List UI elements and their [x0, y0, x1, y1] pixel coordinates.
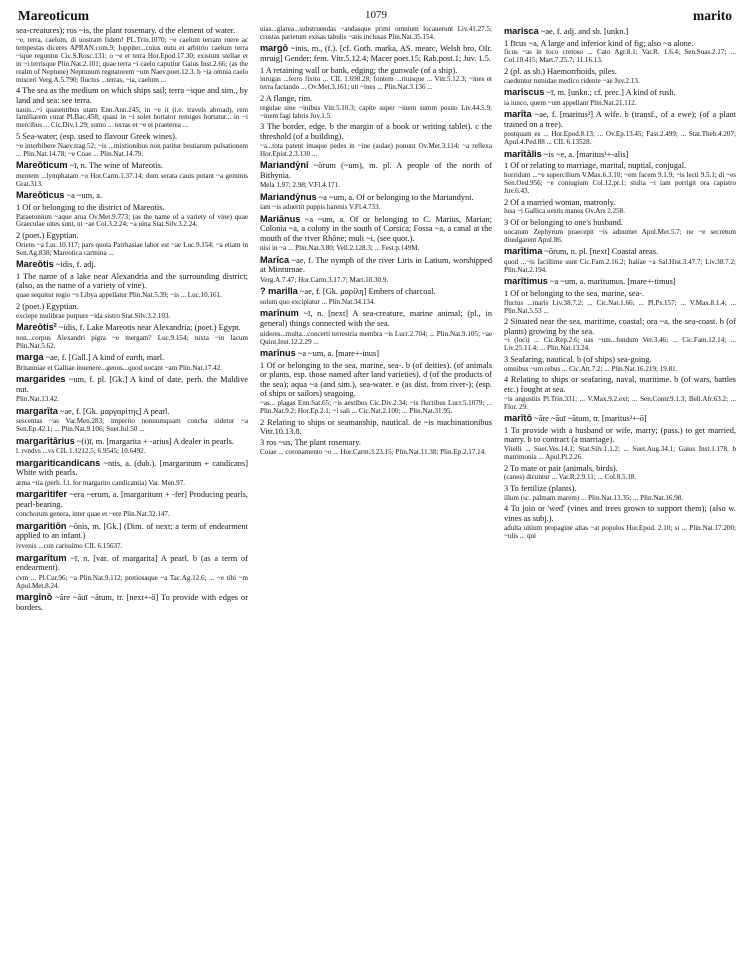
entry-definition: ~āre ~āuī ~ātum, tr. [maritus²+-ō] — [532, 414, 647, 424]
entry-headword: margīnō — [16, 592, 53, 603]
entry-definition: ~ae, f. The nymph of the river Liris in Latium, worshipped at Minturnae. — [260, 255, 492, 275]
sense-paragraph: 3 To fertilize (plants). — [504, 483, 577, 493]
citation-block: Vitelli ... Suet.Ves.14.1; Stat.Silv.1.1.2; ... Suet.Aug.34.1; Gaius Inst.1.178. b matrimonia ... Apul.Pl.2.26. — [504, 445, 736, 462]
dictionary-entry — [16, 374, 248, 394]
citation-block: adulta uitium propagine altas ~at populos Hor.Epod. 2.10; si ... Plin.Nat.17.200; ~ulis ... qui — [504, 523, 736, 540]
citation-block: ~is angustiis Pl.Trin.331; ... V.Max.9.2.ext; ... Sen.Contr.9.1.3; Bell.Afr.63.2; ... Flor. 29. — [504, 394, 736, 411]
entry-headword: marītālis — [504, 148, 542, 159]
citation-block: exciepe mulibrae purpure ~ida sistro Stat.Silv.3.2.103. — [16, 311, 171, 320]
entry-definition: ~a ~um, a. maritumus. [mare+-timus] — [547, 277, 676, 287]
sense-paragraph: 1 The name of a lake near Alexandria and the surrounding district; (also, as the name of a variety of vine). — [16, 271, 248, 291]
citation-block: ivvenis ...con carissimo CIL 6.15637. — [16, 542, 123, 551]
sense-paragraph: 1 fīcus ~a, A large and inferior kind of fig; also ~a alone. — [504, 38, 694, 48]
citation-block: solum quo exciplatur ... Plin.Nat.34.134. — [260, 298, 376, 307]
sense-paragraph: 4 To join or 'wed' (vines and trees grown to support them); (also w. vines as subj.). — [504, 504, 736, 523]
dictionary-entry — [504, 149, 736, 160]
entry-definition: ~ae, f. [maritus²] A wife. b (transf., of a ewe); (of a plant trained on a tree). — [504, 110, 736, 129]
entry-definition: ~a ~um, a. — [64, 191, 103, 201]
citation-block: nisi in ~a ... Plin.Nat.3.80; Vell.2.128.3; ... Fest.p.149M. — [260, 244, 420, 253]
sense-paragraph: 1 Of or belonging to the district of Mareotis. — [16, 202, 165, 212]
citation-block: ~e interbibere Naev.trag.52; ~is ...mixtionibus non patitur bestiarum pulsationem ... Plin.Nat.14.78; ~e Coae ... Plin.Nat.14.79. — [16, 141, 248, 158]
entry-definition: ~a ~um, a. Of or belonging to the Mariandyni. — [316, 192, 474, 202]
sense-paragraph: 1 Of or belonging to the sea, marine, sea-. b (of deities). (of animals or plants, esp. those named after land varieties). d (of the products of the sea); aqua ~a (and sim.), sea-water. e (as dist. from river-); (esp. of ships or sailors) seagoing. — [260, 360, 492, 399]
entry-definition: ~ae, f. [Gall.] A kind of earth, marl. — [43, 352, 165, 362]
dictionary-entry — [260, 348, 492, 359]
citation-block: quod ...~is facillime sunt Cic.Fam.2.16.2; Italiae ~a Sal.Hist.3.47.7; Liv.38.7.2; Plin.Nat.2.194. — [504, 257, 736, 274]
citation-block: conchorum genera, inter quae et ~ere Plin.Nat.32.147. — [16, 510, 170, 519]
page-header — [16, 4, 736, 26]
column-1 — [16, 26, 248, 956]
entry-headword: marītimus — [504, 276, 548, 287]
citation-block: ~as... plagas Enn.Sat.65; ~is aestibus Cic.Div.2.34; ~is fluctibus Lucr.5.1079; ... Plin.Nat.9.2; Hor.Ep.2.1; ~i sali ... Cic.Nat.2.100; ... Plin.Nat.31.95. — [260, 399, 492, 416]
dictionary-entry — [260, 286, 492, 297]
dictionary-entry — [16, 489, 248, 509]
citation-block: non...corpus Alexandri pigra ~e mergam? Luc.9.154; tuxta ~in lacum Plin.Nat.5.62. — [16, 333, 248, 350]
header-right-guideword: marito — [693, 8, 732, 23]
citation-block: cvm ... Pl.Cur.96; ~a Plin.Nat.9.112; pretiosaque ~a Tac.Ag.12.6; ... ~e tibi ~m Apul.Met.8.24. — [16, 573, 248, 590]
sense-paragraph: 2 Relating to ships or seamanship, nautical. de ~is machinationibus Vitr.10.13.8. — [260, 417, 492, 437]
citation-block: ~i (loci) ... Cic.Rep.2.6; uas ~um...fundum Ver.3.46; ... Cic.Fam.12.14; ... Liv.25.11.4; ... Plin.Nat.13.24. — [504, 336, 736, 353]
sense-paragraph: 3 The border, edge. b the margin of a book or writing tablet). c the threshold (of a building). — [260, 122, 492, 141]
entry-headword: Marīca — [260, 254, 290, 265]
entry-definition: ~ōrum, n. pl. [next] Coastal areas. — [542, 247, 659, 257]
entry-definition: ~a ~um, a. [mare+-inus] — [295, 349, 379, 359]
sense-paragraph: 1 Of or relating to marriage, marital, nuptial, conjugal. — [504, 161, 687, 171]
entry-definition: ~ntis, a. (dub.). [margaritum + candicans] White with pearls. — [16, 458, 248, 478]
entry-headword: mariscus — [504, 87, 545, 98]
dictionary-entry — [260, 255, 492, 275]
sense-paragraph: 3 Of or belonging to one's husband. — [504, 217, 623, 227]
dictionary-entry — [260, 308, 492, 328]
page-number: 1079 — [365, 9, 387, 21]
sense-paragraph: 3 Seafaring, nautical. b (of ships) sea-going. — [504, 354, 652, 364]
entry-headword: margaritiōn — [16, 520, 67, 531]
entry-headword: marītima — [504, 246, 543, 257]
entry-definition: ~a ~um, a. Of or belonging to C. Marius, Marian; Colonia ~a, a colony in the south of Corsica; Fossa ~a, a canal at the mouth of the river Rhône; muli ~i, (see quot.). — [260, 214, 492, 243]
entry-headword: margarides — [16, 374, 66, 385]
citation-block: regulae sine ~inibus Vitr.5.10.3; capite super ~inem summ posito Liv.44.5.9; ~inem fagi labris Juv.1.5. — [260, 103, 492, 120]
citation-block: Mela 1.97; 2.98; V.Fl.4.171. — [260, 181, 340, 190]
entry-definition: ~ī, n. [next] A sea-creature, marine animal; (pl., in general) things connected with the sea. — [260, 309, 492, 329]
citation-block: ficus ~as in loco cretoso ... Cato Agr.8.1; Var.R. 1.6.4; Sen.Suas.2.17; ... Col.10.415; Mart.7.25.7; 11.16.13. — [504, 48, 736, 65]
dictionary-entry — [260, 43, 492, 63]
citation-block: Verg.A.7.47; Hor.Carm.3.17.7; Mart.10.30.9. — [260, 276, 389, 285]
citation-block: l. rvndvs ...vs CIL 1.1212.5; 6.9545; 10.6492. — [16, 447, 146, 456]
citation-block: postquam es ... Hor.Epod.8.13; ... Ov.Ep.13.45; Fast.2.499; ... Stat.Theb.4.207; Apul.4.Ped.88 ... CIL 6.13528. — [504, 130, 736, 147]
entry-headword: Mariandȳnus — [260, 191, 317, 202]
sense-paragraph: 1 To provide with a husband or wife, marry; (pass.) to get married, marry. b to contract (a marriage). — [504, 425, 736, 445]
entry-headword: marīnus — [260, 348, 296, 359]
dictionary-entry — [16, 436, 248, 447]
sense-paragraph: 2 Situated near the sea, maritime, coastal; ora ~a, the sea-coast. b (of plants) growing by the sea. — [504, 317, 736, 336]
entry-headword: marīta — [504, 109, 532, 120]
entry-definition: ~ōrum (~um), m. pl. A people of the north of Bithynia. — [260, 160, 492, 180]
dictionary-entry — [16, 592, 248, 612]
entry-definition: ~āre ~āuī ~ātum, tr. [next+-ō] To provide with edges or borders. — [16, 593, 248, 612]
dictionary-entry — [16, 406, 248, 417]
entry-definition: ~ae, f. [Gk. μαργαρίτης] A pearl. — [57, 406, 170, 416]
entry-definition: ~is ~e, a. [maritus¹+-alis] — [541, 149, 629, 159]
citation-block: Coiae ... coronamento ~o ... Hor.Carm.3.23.15; Plin.Nat.11.38; Plin.Ep.2.17.14. — [260, 448, 487, 457]
citation-block: uias...glarea...substruendas ~andasque primi omnium locauerunt Liv.41.27.5; crustas parietum exisas tabulis ~atis inclusas Plin.Nat.35.154. — [260, 26, 492, 41]
entry-headword: Mariānus — [260, 213, 301, 224]
entry-headword: marītō — [504, 413, 533, 424]
sense-paragraph: sea-creatures); ros ~is, the plant rosemary. d the element of water. — [16, 26, 236, 35]
sense-paragraph: 1 Of or belonging to the sea, marine, sea-. — [504, 288, 645, 298]
dictionary-entry — [16, 160, 248, 171]
dictionary-entry — [260, 214, 492, 244]
dictionary-entry — [504, 276, 736, 287]
citation-block: nauis...~i quasentibus utam Enn.Ann.245; in ~e it (i.e. travels abroad), rem familiarem curat Pl.Bac.458; quasi in ~i solet hortator remiges hortatur... in ~i mercibus ... Cic.Div.1.29; sumo ... terras et ~e et praeterea ... — [16, 105, 248, 130]
sense-paragraph: 3 ros ~us, The plant rosemary. — [260, 438, 361, 448]
sense-paragraph: 4 Relating to ships or seafaring, naval, maritime. b (of wars, battles etc.) fought at sea. — [504, 375, 736, 394]
citation-block: fluctus ...maris Liv.38.7.2; ... Cic.Nat.1.66; ... Pl.Ps.157; ... V.Max.8.1.4; ... Plin.Nat.5.53 ... — [504, 298, 736, 315]
sense-paragraph: 2 (pl. as sb.) Haemorrhoids, piles. — [504, 66, 617, 76]
dictionary-entry — [16, 553, 248, 573]
dictionary-entry — [16, 458, 248, 478]
dictionary-entry — [16, 352, 248, 363]
citation-block: iam ~is aduertit puppis harenis V.Fl.4.733. — [260, 203, 381, 212]
entry-definition: ~(i)ī, m. [margarita + -arius] A dealer in pearls. — [74, 436, 234, 446]
sense-paragraph: 5 Sea-water; (esp. used to flavour Greek wines). — [16, 131, 178, 141]
sense-paragraph: 2 To mate or pair (animals, birds). — [504, 463, 618, 473]
citation-block: lusa ~i Gallica uestis manus Ov.Ars 2.258. — [504, 207, 625, 216]
sense-paragraph: 2 Of a married woman, matronly. — [504, 197, 616, 207]
citation-block: uideres...multa...concerti terrestria membra ~is Lucr.2.704; ... Plin.Nat.9.105; ~ae Quint.Inst.12.2.29 ... — [260, 329, 492, 346]
entry-definition: ~ī, m. [unkn.; cf. prec.] A kind of rush. — [544, 88, 676, 98]
citation-block: horridum ...~e supercilium V.Max.6.3.10; ~em facem 9.1.9; ~is lecti 9.5.1; di ~es Sen.Oed.956; ~e coniugium Col.12.pr.1; stulta ~i iam porrigit ora capistro Juv.6.43. — [504, 171, 736, 196]
dictionary-entry — [504, 87, 736, 98]
entry-headword: marisca — [504, 26, 539, 36]
citation-block: uocatum Zephyrum praecepit ~is adnumet Apul.Met.5.7; ne ~e secretum diuulgarent Apul.86. — [504, 227, 736, 244]
entry-headword: margaritifer — [16, 489, 68, 500]
entry-headword: Mariandȳnī — [260, 159, 309, 170]
entry-headword: Mareōtis² — [16, 322, 57, 333]
citation-block: ~e, terra, caelum, di uostram fidem! PL.Trin.1070; ~e caelum terram ruere ac tempestas diceres APRAN.com.9; Iuppiter...cuius nutu et arbitrio caelum terra ~ique reguntur Cic.S.Rosc.131; o ~e et terra Hor.Epod.17.30; existunt stellae et in ~i terrisque Plin.Nat.2.101; quae terra ~i caelo caputiur Gaius Inst.2.66; (as the realm of Neptune) Neptunum regnatorem ~um Naev.poet.12.3. b ~ia omnia caelo misceri Verg.A.5.790; fluctus ...terras, ~ia, caelum ... — [16, 35, 248, 84]
citation-block: Plin.Nat.13.42. — [16, 395, 59, 404]
citation-block: Britanniae et Galliae inuenere...genus...quod uocant ~am Plin.Nat.17.42. — [16, 363, 222, 372]
dictionary-entry — [16, 322, 248, 333]
column-2 — [260, 26, 492, 956]
sense-paragraph: 2 (poet.) Egyptian. — [16, 301, 79, 311]
entry-headword: Mareōticus — [16, 190, 65, 201]
entry-definition: ~idis, f. adj. — [53, 260, 96, 270]
entry-definition: ~ī, n. [var. of margarita] A pearl. b (as a term of endearment). — [16, 553, 248, 573]
dictionary-entry — [16, 259, 248, 270]
entry-definition: ~um, f. pl. [Gk.] A kind of date, perh. the Maldive nut. — [16, 375, 248, 394]
dictionary-entry — [16, 521, 248, 541]
citation-block: Oriens ~a Luc.10.117; pars quota Parrhasiae labor est ~ae Luc.9.154; ~a etiam in Sen.Ag.838; Mareotica carmina ... — [16, 240, 248, 257]
citation-block: quae sequitur regio ~s Libya appellatur Plin.Nat.5.39; ~is ... Luc.10.161. — [16, 291, 222, 300]
entry-definition: ~ōnis, m. [Gk.] (Dim. of next; a term of endearment applied to an infant.) — [16, 521, 248, 541]
dictionary-entry — [504, 109, 736, 129]
entry-headword: marga — [16, 351, 44, 362]
dictionary-entry — [504, 246, 736, 257]
citation-block: illum (sc. palmam marem) ... Plin.Nat.13.35; ... Plin.Nat.16.98. — [504, 493, 684, 502]
entry-definition: ~era ~erum, a. [margaritum + -fer] Producing pearls, pearl-bearing. — [16, 490, 248, 509]
dictionary-entry — [260, 192, 492, 203]
entry-headword: margarīta — [16, 405, 58, 416]
entry-definition: ~inis, m., (f.). [cf. Goth. marka, AS. mearc, Welsh bro, OIr. mruig] Gender: fem. Vitr.5.12.4; Macer poet.15; Rab.post.1; Juv. 1.5. — [260, 44, 492, 63]
entry-headword: Mareōtis — [16, 259, 54, 270]
entry-definition: ~ī, n. The wine of Mareotis. — [67, 161, 164, 171]
dictionary-entry — [260, 160, 492, 180]
entry-headword: margariticandicans — [16, 457, 101, 468]
sense-paragraph: 4 The sea as the medium on which ships sail; terra ~ique and sim., by land and sea: see terra. — [16, 86, 248, 105]
citation-block: ia iunco, quem ~um appellant Plin.Nat.21.112. — [504, 98, 637, 107]
entry-headword: Mareōticum — [16, 160, 68, 171]
citation-block: caeduntur tumidae medico ridente ~ae Juv.2.13. — [504, 76, 640, 85]
sense-paragraph: 1 A retaining wall or bank, edging; the gunwale (of a ship). — [260, 65, 458, 75]
dictionary-entry — [16, 190, 248, 201]
entry-definition: ~ae, f. [Gk. μαρίλη] Embers of charcoal. — [297, 287, 436, 297]
sense-paragraph: 2 A flange, rim. — [260, 93, 313, 103]
dictionary-entry — [504, 26, 736, 37]
citation-block: inrugas ...ferro fixito ... CIL 1.698.28; fontem ...riuisque ... Vitr.5.12.3; ~ines et terra factando ... Ov.Met.3.161; uti ~ines ... Plin.Nat.3.136 ... — [260, 75, 492, 92]
citation-block: sescentas ~as Var.Men.283; imperito nonnumquam concha uidetur ~a Sen.Ep.42.1; ... Plin.Nat.9.106; Suet.Iul.50 ... — [16, 417, 248, 434]
entry-headword: marīnum — [260, 308, 299, 319]
citation-block: mentem ...lymphatam ~o Hor.Carm.1.37.14; dum serata cauis potant ~a gemmis Grat.313. — [16, 171, 248, 188]
citation-block: ~a...tota patent imaque pedes in ~ine (aulae) ponunt Ov.Met.3.114; ~a reflexa Hor.Epist.2.3.130 ... — [260, 141, 492, 158]
entry-headword: margarītum — [16, 552, 67, 563]
dictionary-entry — [504, 413, 736, 424]
header-left-guideword: Mareoticum — [18, 8, 89, 23]
citation-block: arma ~tia (perh. f.l. for margarito candicantia) Var. Men.97. — [16, 478, 186, 487]
citation-block: Paraetonium ~aque arua Ov.Met.9.773; (as the name of a variety of vine) quae Graeculae uites sunt, ut ~ae Col.3.2.24; ~a uina Stat.Silv.3.2.24. — [16, 212, 248, 229]
entry-definition: ~ae, f. adj. and sb. [unkn.] — [538, 27, 629, 36]
entry-headword: margarītārius — [16, 435, 75, 446]
entry-headword: margō — [260, 43, 289, 54]
citation-block: omnibus ~um rebus ... Cic.Att.7.2; ... Plin.Nat.16.219; 19.81. — [504, 364, 678, 373]
column-3 — [504, 26, 736, 956]
entry-headword: ? marilla — [260, 286, 298, 297]
sense-paragraph: 2 (poet.) Egyptian. — [16, 230, 79, 240]
columns — [16, 26, 736, 956]
entry-definition: ~idis, f. Lake Mareotis near Alexandria; (poet.) Egypt. — [56, 323, 241, 333]
citation-block: (canes) dicuntur ... Var.R.2.9.11; ... Col.8.5.18. — [504, 473, 637, 482]
